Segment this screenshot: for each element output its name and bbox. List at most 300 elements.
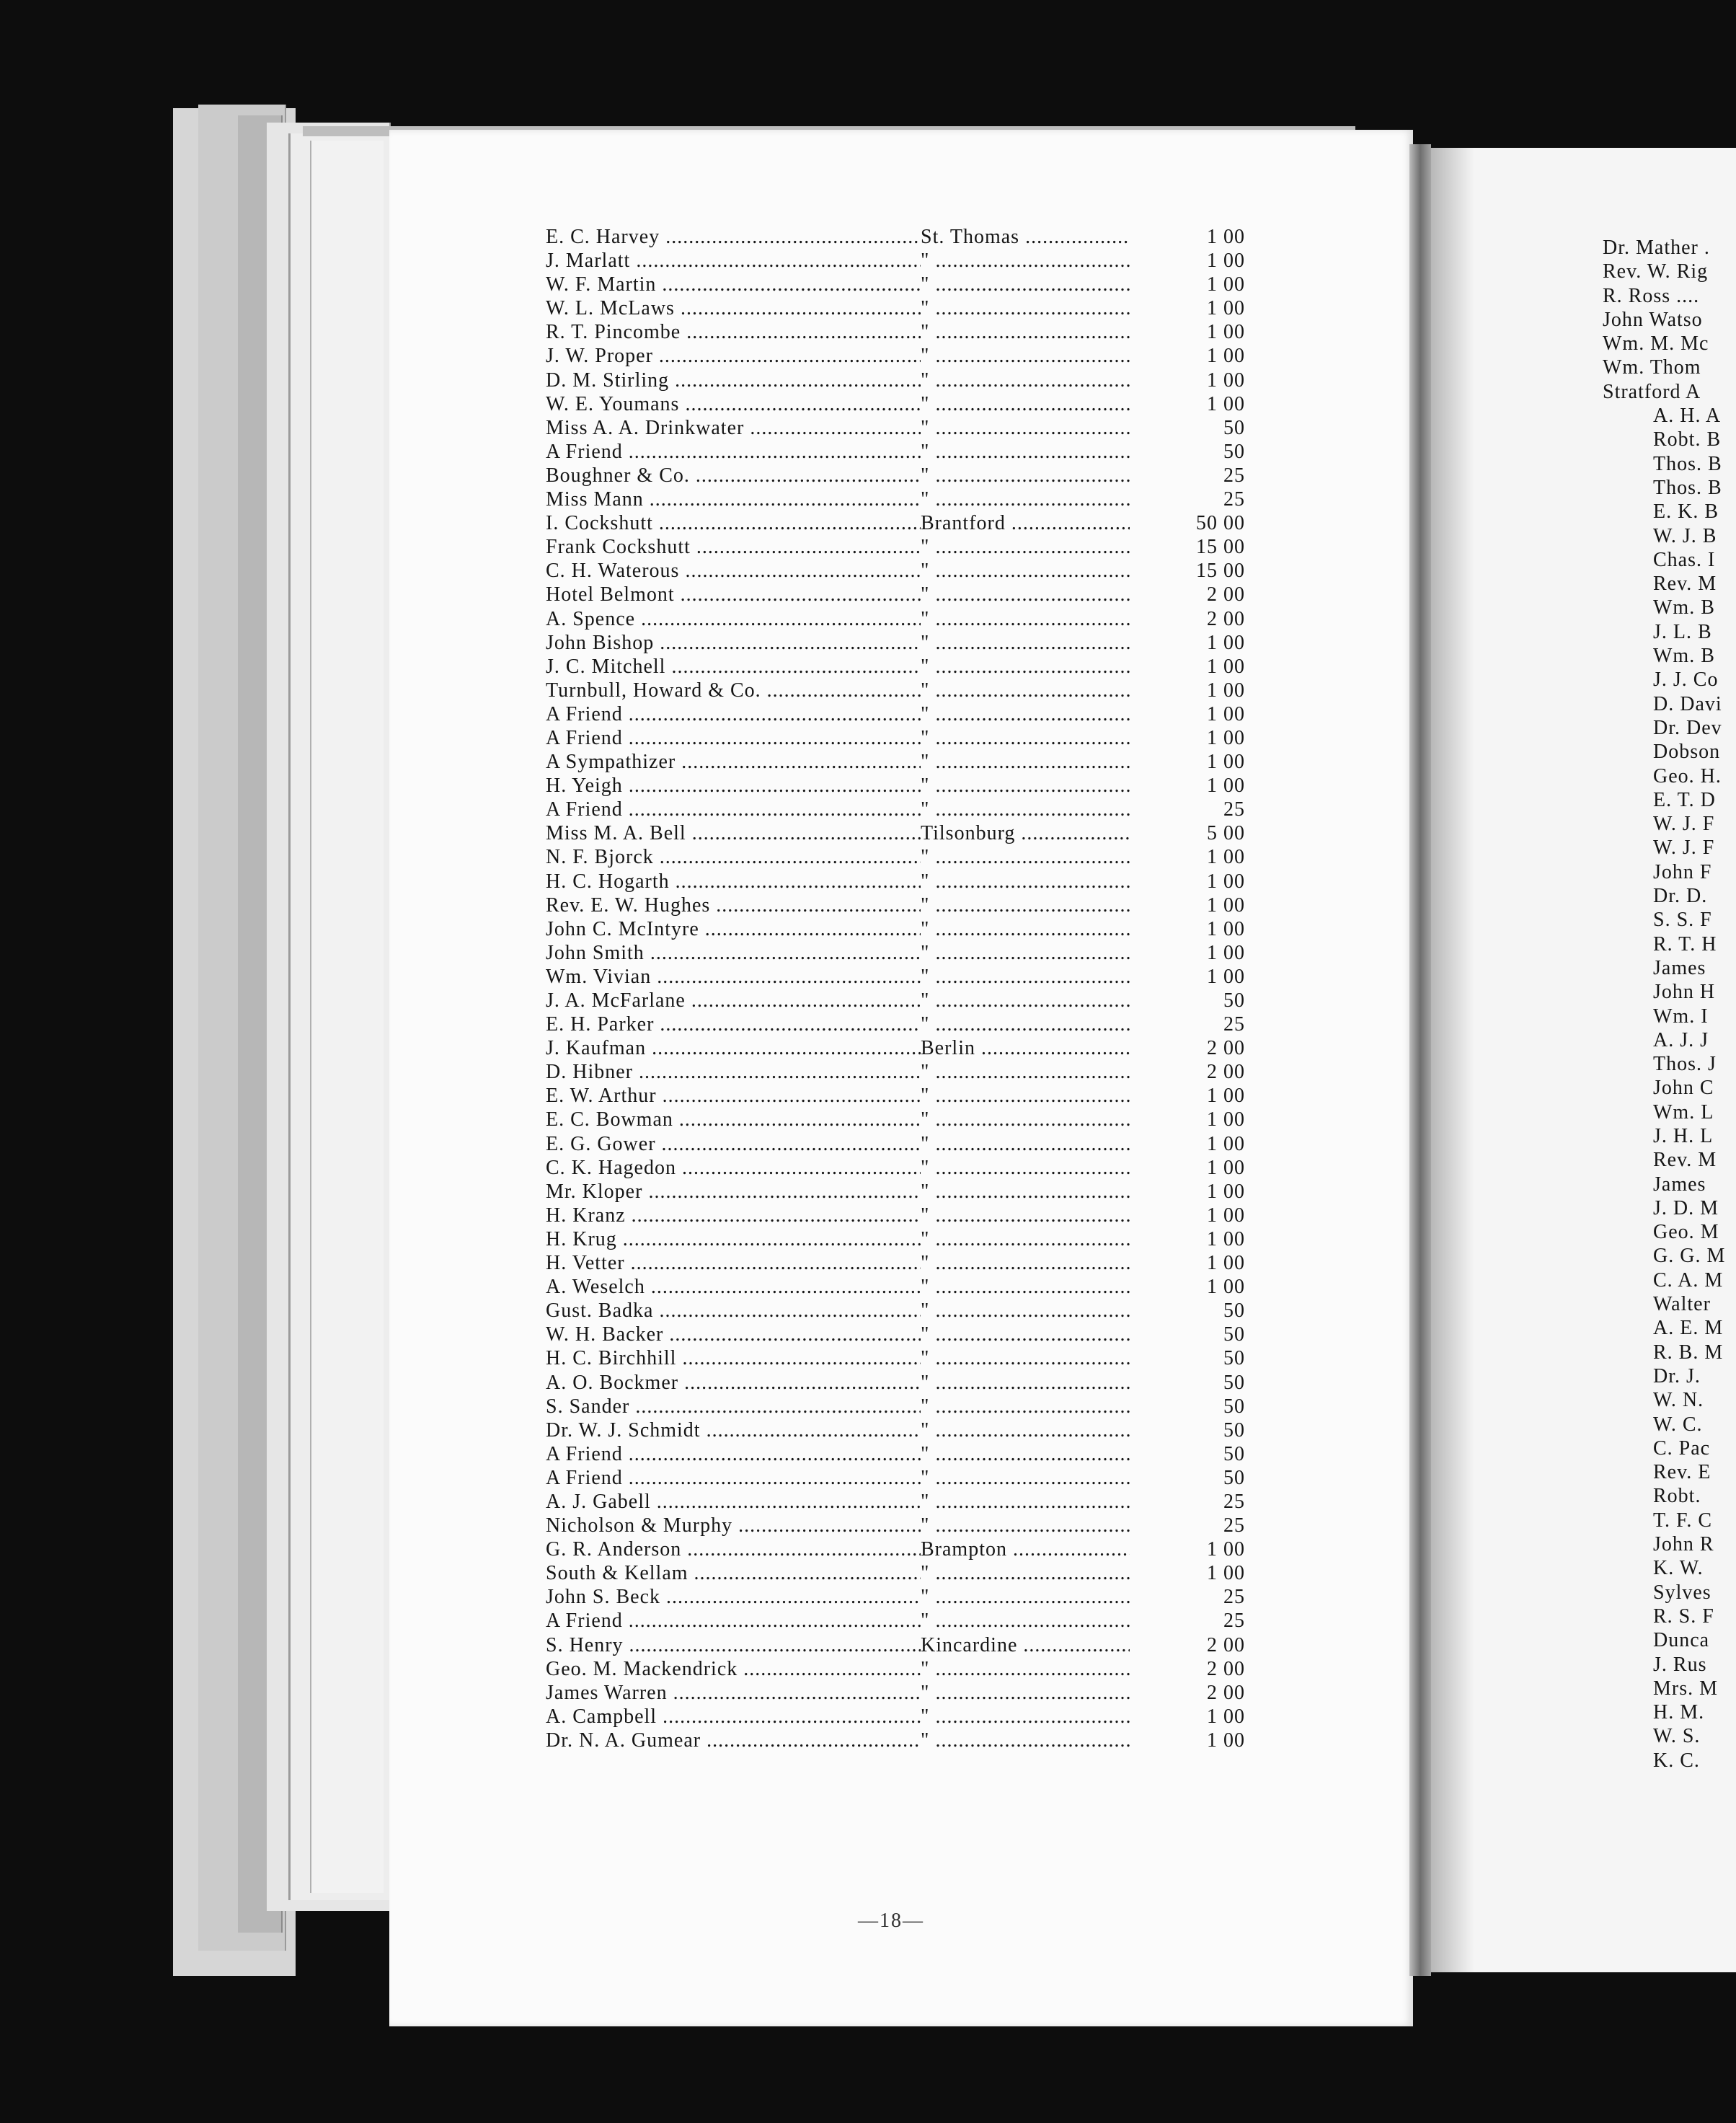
donor-list <box>546 225 1296 1752</box>
donor-name: W. F. Martin ..... <box>546 273 921 296</box>
right-page-line: W. N. <box>1653 1389 1704 1412</box>
right-page-line: E. K. B <box>1653 500 1719 524</box>
right-page-line: J. H. L <box>1653 1124 1714 1147</box>
donor-amount: 50 00 <box>1196 512 1245 535</box>
donor-amount: 2 00 <box>1207 1681 1245 1704</box>
donor-place: " ..... <box>921 655 1130 679</box>
donor-row <box>546 1204 1296 1227</box>
donor-amount: 1 00 <box>1207 1538 1245 1561</box>
donor-row <box>546 679 1296 702</box>
donor-row <box>546 893 1296 917</box>
donor-name: W. E. Youmans ..... <box>546 392 921 416</box>
donor-amount: 50 <box>1223 1347 1245 1370</box>
donor-row <box>546 1299 1296 1323</box>
donor-place: " ..... <box>921 487 1130 511</box>
donor-row <box>546 1490 1296 1514</box>
right-page-line: A. J. J <box>1653 1028 1709 1051</box>
donor-amount: 50 <box>1223 1466 1245 1489</box>
donor-place: " ..... <box>921 941 1130 965</box>
right-page-line: J. D. M <box>1653 1196 1719 1219</box>
donor-name: C. H. Waterous ..... <box>546 559 921 583</box>
donor-amount: 50 <box>1223 1371 1245 1394</box>
right-page-line: W. S. <box>1653 1725 1701 1748</box>
donor-place: " ..... <box>921 1561 1130 1585</box>
donor-name: N. F. Bjorck ..... <box>546 845 921 869</box>
donor-name: A. Weselch ..... <box>546 1275 921 1299</box>
donor-place: " ..... <box>921 1323 1130 1346</box>
donor-row <box>546 249 1296 273</box>
donor-amount: 1 00 <box>1207 250 1245 273</box>
donor-amount: 1 00 <box>1207 1562 1245 1585</box>
donor-place: " ..... <box>921 798 1130 821</box>
donor-row <box>546 1514 1296 1537</box>
right-page-line: Robt. <box>1653 1485 1701 1508</box>
donor-name: A Friend ..... <box>546 1442 921 1466</box>
right-page-list <box>1603 236 1736 1773</box>
donor-place: " ..... <box>921 989 1130 1012</box>
right-page-line: A. H. A <box>1653 405 1722 428</box>
donor-row <box>546 1537 1296 1561</box>
donor-name: H. C. Birchhill ..... <box>546 1346 921 1370</box>
donor-amount: 1 00 <box>1207 655 1245 678</box>
right-page-line: J. L. B <box>1653 620 1712 643</box>
donor-row <box>546 1180 1296 1204</box>
donor-row <box>546 774 1296 798</box>
donor-amount: 1 00 <box>1207 631 1245 654</box>
right-page-line: Wm. B <box>1653 596 1715 619</box>
right-page-line: Dr. J. <box>1653 1364 1701 1387</box>
donor-amount: 1 00 <box>1207 1156 1245 1179</box>
right-page-line: Robt. B <box>1653 428 1722 451</box>
donor-row <box>546 1227 1296 1251</box>
right-page-line: Dr. Mather . <box>1603 237 1710 259</box>
right-page-line: Dr. D. <box>1653 885 1708 908</box>
donor-place: " ..... <box>921 1251 1130 1275</box>
donor-row <box>546 655 1296 679</box>
donor-name: C. K. Hagedon ..... <box>546 1156 921 1180</box>
donor-amount: 1 00 <box>1207 1108 1245 1131</box>
donor-amount: 25 <box>1223 1586 1245 1609</box>
donor-name: A Friend ..... <box>546 1609 921 1633</box>
left-page <box>389 130 1413 2026</box>
donor-row <box>546 1371 1296 1395</box>
donor-place: " ..... <box>921 1729 1130 1752</box>
right-page-line: Geo. H. <box>1653 764 1722 787</box>
donor-place: " ..... <box>921 845 1130 869</box>
donor-row <box>546 1012 1296 1036</box>
donor-place: " ..... <box>921 1466 1130 1490</box>
donor-row <box>546 487 1296 511</box>
donor-place: " ..... <box>921 1346 1130 1370</box>
donor-amount: 1 00 <box>1207 726 1245 749</box>
donor-place: " ..... <box>921 1060 1130 1084</box>
donor-row <box>546 1418 1296 1442</box>
right-page-line: James <box>1653 956 1706 979</box>
donor-name: Wm. Vivian ..... <box>546 965 921 989</box>
donor-amount: 1 00 <box>1207 1729 1245 1752</box>
donor-name: H. Krug ..... <box>546 1227 921 1251</box>
donor-row <box>546 1442 1296 1466</box>
donor-place: " ..... <box>921 1609 1130 1633</box>
donor-row <box>546 416 1296 440</box>
right-page-line: Wm. I <box>1653 1005 1709 1028</box>
donor-name: W. H. Backer ..... <box>546 1323 921 1346</box>
donor-name: W. L. McLaws ..... <box>546 296 921 320</box>
donor-amount: 2 00 <box>1207 1061 1245 1084</box>
donor-name: I. Cockshutt ..... <box>546 511 921 535</box>
right-page-line: Rev. E <box>1653 1461 1711 1484</box>
right-page-line: R. T. H <box>1653 932 1717 955</box>
donor-row <box>546 1060 1296 1084</box>
right-page-line: Wm. B <box>1653 645 1715 668</box>
donor-row <box>546 225 1296 249</box>
donor-row <box>546 320 1296 344</box>
donor-place: " ..... <box>921 273 1130 296</box>
right-page-line: T. F. C <box>1653 1509 1713 1532</box>
donor-row <box>546 750 1296 774</box>
right-page-line: J. Rus <box>1653 1653 1707 1676</box>
donor-row <box>546 464 1296 487</box>
right-page-line: Rev. M <box>1653 573 1717 596</box>
right-page-line: J. J. Co <box>1653 668 1719 692</box>
donor-amount: 50 <box>1223 1442 1245 1465</box>
donor-name: Gust. Badka ..... <box>546 1299 921 1323</box>
donor-amount: 1 00 <box>1207 226 1245 248</box>
donor-row <box>546 870 1296 893</box>
donor-name: H. C. Hogarth ..... <box>546 870 921 893</box>
donor-row <box>546 344 1296 368</box>
donor-row <box>546 559 1296 583</box>
donor-row <box>546 965 1296 989</box>
donor-name: J. Marlatt ..... <box>546 249 921 273</box>
donor-name: J. Kaufman ..... <box>546 1036 921 1060</box>
donor-place: " ..... <box>921 1418 1130 1442</box>
donor-amount: 2 00 <box>1207 607 1245 630</box>
donor-name: John C. McIntyre ..... <box>546 917 921 941</box>
donor-place: " ..... <box>921 1275 1130 1299</box>
donor-row <box>546 1395 1296 1418</box>
donor-row <box>546 798 1296 821</box>
donor-row <box>546 1633 1296 1657</box>
donor-place: " ..... <box>921 464 1130 487</box>
donor-amount: 1 00 <box>1207 941 1245 964</box>
donor-amount: 25 <box>1223 488 1245 511</box>
right-page-line: R. S. F <box>1653 1605 1714 1628</box>
right-page-line: Geo. M <box>1653 1221 1719 1244</box>
donor-amount: 50 <box>1223 1395 1245 1418</box>
donor-row <box>546 392 1296 416</box>
right-page-line: K. C. <box>1653 1749 1700 1772</box>
donor-row <box>546 1036 1296 1060</box>
donor-place: Kincardine ..... <box>921 1633 1130 1657</box>
donor-amount: 50 <box>1223 440 1245 463</box>
right-page-line: Wm. Thom <box>1603 356 1701 379</box>
right-page-line: Thos. B <box>1653 452 1722 475</box>
right-page-line: Mrs. M <box>1653 1677 1719 1700</box>
right-page-line: E. T. D <box>1653 788 1716 811</box>
donor-name: R. T. Pincombe ..... <box>546 320 921 344</box>
donor-name: A. J. Gabell ..... <box>546 1490 921 1514</box>
right-page-line: W. C. <box>1653 1413 1703 1436</box>
donor-row <box>546 1084 1296 1108</box>
donor-amount: 1 00 <box>1207 368 1245 392</box>
donor-name: Miss M. A. Bell ..... <box>546 821 921 845</box>
right-page-line: Rev. M <box>1653 1149 1717 1172</box>
donor-name: John Bishop ..... <box>546 631 921 655</box>
donor-row <box>546 821 1296 845</box>
donor-place: " ..... <box>921 1180 1130 1204</box>
donor-place: " ..... <box>921 1227 1130 1251</box>
donor-name: A Friend ..... <box>546 702 921 726</box>
donor-place: " ..... <box>921 917 1130 941</box>
donor-name: James Warren ..... <box>546 1681 921 1705</box>
donor-row <box>546 1729 1296 1752</box>
donor-name: E. H. Parker ..... <box>546 1012 921 1036</box>
right-page-line: Dobson <box>1653 741 1721 764</box>
donor-name: E. W. Arthur ..... <box>546 1084 921 1108</box>
donor-amount: 15 00 <box>1196 560 1245 583</box>
donor-row <box>546 1251 1296 1275</box>
right-page-line: John F <box>1653 860 1712 883</box>
right-page-line: Wm. M. Mc <box>1603 332 1709 356</box>
donor-amount: 1 00 <box>1207 846 1245 869</box>
donor-amount: 1 00 <box>1207 870 1245 893</box>
right-page-line: K. W. <box>1653 1557 1704 1580</box>
right-page-line: C. Pac <box>1653 1436 1711 1460</box>
donor-amount: 2 00 <box>1207 1037 1245 1060</box>
donor-place: " ..... <box>921 392 1130 416</box>
donor-place: " ..... <box>921 750 1130 774</box>
donor-amount: 1 00 <box>1207 297 1245 320</box>
donor-place: " ..... <box>921 607 1130 631</box>
donor-amount: 15 00 <box>1196 536 1245 559</box>
donor-place: " ..... <box>921 1705 1130 1729</box>
donor-name: S. Henry ..... <box>546 1633 921 1657</box>
right-page-line: G. G. M <box>1653 1245 1726 1268</box>
right-page-line: John R <box>1653 1533 1714 1556</box>
donor-place: " ..... <box>921 679 1130 702</box>
donor-name: G. R. Anderson ..... <box>546 1537 921 1561</box>
donor-amount: 50 <box>1223 989 1245 1012</box>
donor-place: " ..... <box>921 1395 1130 1418</box>
donor-amount: 1 00 <box>1207 965 1245 988</box>
donor-name: A Friend ..... <box>546 726 921 750</box>
donor-place: " ..... <box>921 870 1130 893</box>
donor-place: " ..... <box>921 1156 1130 1180</box>
donor-row <box>546 1466 1296 1490</box>
donor-row <box>546 1132 1296 1156</box>
right-page-line: Rev. W. Rig <box>1603 260 1709 283</box>
right-page-line: R. Ross .... <box>1603 284 1700 307</box>
right-page-line: D. Davi <box>1653 692 1722 715</box>
donor-name: E. G. Gower ..... <box>546 1132 921 1156</box>
donor-amount: 25 <box>1223 1610 1245 1633</box>
donor-name: A. Campbell ..... <box>546 1705 921 1729</box>
right-page-line: A. E. M <box>1653 1317 1724 1340</box>
donor-name: Miss Mann ..... <box>546 487 921 511</box>
donor-place: " ..... <box>921 965 1130 989</box>
donor-place: " ..... <box>921 1012 1130 1036</box>
donor-place: " ..... <box>921 893 1130 917</box>
donor-place: Tilsonburg ..... <box>921 821 1130 845</box>
donor-name: D. M. Stirling ..... <box>546 368 921 392</box>
donor-name: John S. Beck ..... <box>546 1585 921 1609</box>
donor-name: Dr. N. A. Gumear ..... <box>546 1729 921 1752</box>
page-number: —18— <box>858 1910 924 1932</box>
donor-place: Brampton ..... <box>921 1537 1130 1561</box>
donor-row <box>546 1705 1296 1729</box>
donor-amount: 25 <box>1223 1490 1245 1513</box>
donor-place: " ..... <box>921 1204 1130 1227</box>
book-edge-e <box>310 141 384 1893</box>
donor-amount: 2 00 <box>1207 1657 1245 1680</box>
donor-place: " ..... <box>921 559 1130 583</box>
donor-row <box>546 511 1296 535</box>
donor-row <box>546 726 1296 750</box>
donor-name: Nicholson & Murphy ..... <box>546 1514 921 1537</box>
donor-name: South & Kellam ..... <box>546 1561 921 1585</box>
donor-amount: 50 <box>1223 1323 1245 1346</box>
donor-place: St. Thomas ..... <box>921 225 1130 249</box>
donor-amount: 50 <box>1223 416 1245 439</box>
donor-name: Boughner & Co. ..... <box>546 464 921 487</box>
donor-place: " ..... <box>921 1442 1130 1466</box>
donor-name: Frank Cockshutt ..... <box>546 535 921 559</box>
donor-place: " ..... <box>921 1108 1130 1131</box>
right-page-line: Stratford A <box>1603 380 1701 403</box>
right-page-line: Chas. I <box>1653 548 1716 571</box>
donor-amount: 1 00 <box>1207 702 1245 725</box>
donor-place: " ..... <box>921 631 1130 655</box>
donor-name: Rev. E. W. Hughes ..... <box>546 893 921 917</box>
donor-place: " ..... <box>921 368 1130 392</box>
donor-amount: 2 00 <box>1207 1633 1245 1656</box>
right-page-line: S. S. F <box>1653 909 1712 932</box>
right-page-line: Walter <box>1653 1293 1711 1316</box>
donor-amount: 5 00 <box>1207 822 1245 845</box>
donor-amount: 1 00 <box>1207 321 1245 344</box>
donor-row <box>546 296 1296 320</box>
donor-amount: 1 00 <box>1207 273 1245 296</box>
donor-place: " ..... <box>921 296 1130 320</box>
donor-place: " ..... <box>921 702 1130 726</box>
right-page-line: R. B. M <box>1653 1341 1724 1364</box>
donor-name: A Friend ..... <box>546 1466 921 1490</box>
right-page-line: Thos. B <box>1653 476 1722 499</box>
donor-amount: 1 00 <box>1207 1252 1245 1275</box>
donor-amount: 25 <box>1223 1013 1245 1036</box>
right-page-line: John C <box>1653 1077 1714 1100</box>
right-page-line: C. A. M <box>1653 1268 1724 1292</box>
donor-place: Berlin ..... <box>921 1036 1130 1060</box>
donor-amount: 1 00 <box>1207 751 1245 774</box>
donor-place: " ..... <box>921 344 1130 368</box>
donor-amount: 50 <box>1223 1418 1245 1442</box>
donor-name: Turnbull, Howard & Co. ..... <box>546 679 921 702</box>
donor-place: " ..... <box>921 774 1130 798</box>
donor-name: Geo. M. Mackendrick ..... <box>546 1657 921 1681</box>
right-page-line: Wm. L <box>1653 1100 1714 1124</box>
gutter-shadow <box>1431 148 1474 1972</box>
donor-name: Mr. Kloper ..... <box>546 1180 921 1204</box>
donor-row <box>546 440 1296 464</box>
right-page-line: John H <box>1653 981 1716 1004</box>
right-page-line: W. J. F <box>1653 813 1715 836</box>
right-page-line: Dunca <box>1653 1629 1710 1652</box>
donor-name: H. Yeigh ..... <box>546 774 921 798</box>
donor-row <box>546 583 1296 606</box>
donor-row <box>546 631 1296 655</box>
donor-row <box>546 1681 1296 1705</box>
donor-place: " ..... <box>921 726 1130 750</box>
donor-name: Hotel Belmont ..... <box>546 583 921 606</box>
donor-amount: 25 <box>1223 464 1245 487</box>
donor-name: J. C. Mitchell ..... <box>546 655 921 679</box>
donor-amount: 1 00 <box>1207 1180 1245 1203</box>
right-page <box>1431 148 1736 1972</box>
donor-place: " ..... <box>921 1514 1130 1537</box>
donor-place: " ..... <box>921 1681 1130 1705</box>
donor-row <box>546 845 1296 869</box>
donor-row <box>546 368 1296 392</box>
donor-name: A. O. Bockmer ..... <box>546 1371 921 1395</box>
donor-amount: 1 00 <box>1207 917 1245 940</box>
donor-amount: 25 <box>1223 1514 1245 1537</box>
donor-row <box>546 1323 1296 1346</box>
donor-amount: 1 00 <box>1207 1132 1245 1155</box>
donor-place: " ..... <box>921 416 1130 440</box>
donor-row <box>546 535 1296 559</box>
donor-amount: 50 <box>1223 1299 1245 1323</box>
donor-place: " ..... <box>921 583 1130 606</box>
donor-row <box>546 1275 1296 1299</box>
donor-amount: 1 00 <box>1207 1276 1245 1299</box>
donor-name: H. Vetter ..... <box>546 1251 921 1275</box>
donor-name: John Smith ..... <box>546 941 921 965</box>
donor-amount: 1 00 <box>1207 1705 1245 1728</box>
donor-row <box>546 273 1296 296</box>
donor-place: " ..... <box>921 440 1130 464</box>
donor-name: Miss A. A. Drinkwater ..... <box>546 416 921 440</box>
donor-row <box>546 1156 1296 1180</box>
right-page-line: Thos. J <box>1653 1053 1717 1076</box>
donor-amount: 1 00 <box>1207 679 1245 702</box>
donor-row <box>546 917 1296 941</box>
donor-amount: 1 00 <box>1207 893 1245 917</box>
donor-row <box>546 1585 1296 1609</box>
donor-place: " ..... <box>921 535 1130 559</box>
donor-name: S. Sander ..... <box>546 1395 921 1418</box>
right-page-line: W. J. B <box>1653 524 1717 547</box>
donor-amount: 1 00 <box>1207 345 1245 368</box>
donor-place: " ..... <box>921 320 1130 344</box>
donor-row <box>546 1609 1296 1633</box>
donor-name: D. Hibner ..... <box>546 1060 921 1084</box>
donor-place: " ..... <box>921 1657 1130 1681</box>
donor-row <box>546 1108 1296 1131</box>
donor-name: H. Kranz ..... <box>546 1204 921 1227</box>
donor-amount: 1 00 <box>1207 392 1245 415</box>
donor-name: J. A. McFarlane ..... <box>546 989 921 1012</box>
donor-place: " ..... <box>921 1490 1130 1514</box>
donor-place: " ..... <box>921 1299 1130 1323</box>
donor-name: Dr. W. J. Schmidt ..... <box>546 1418 921 1442</box>
donor-row <box>546 989 1296 1012</box>
donor-name: E. C. Harvey ..... <box>546 225 921 249</box>
donor-name: A Friend ..... <box>546 798 921 821</box>
donor-amount: 1 00 <box>1207 1204 1245 1227</box>
donor-row <box>546 702 1296 726</box>
